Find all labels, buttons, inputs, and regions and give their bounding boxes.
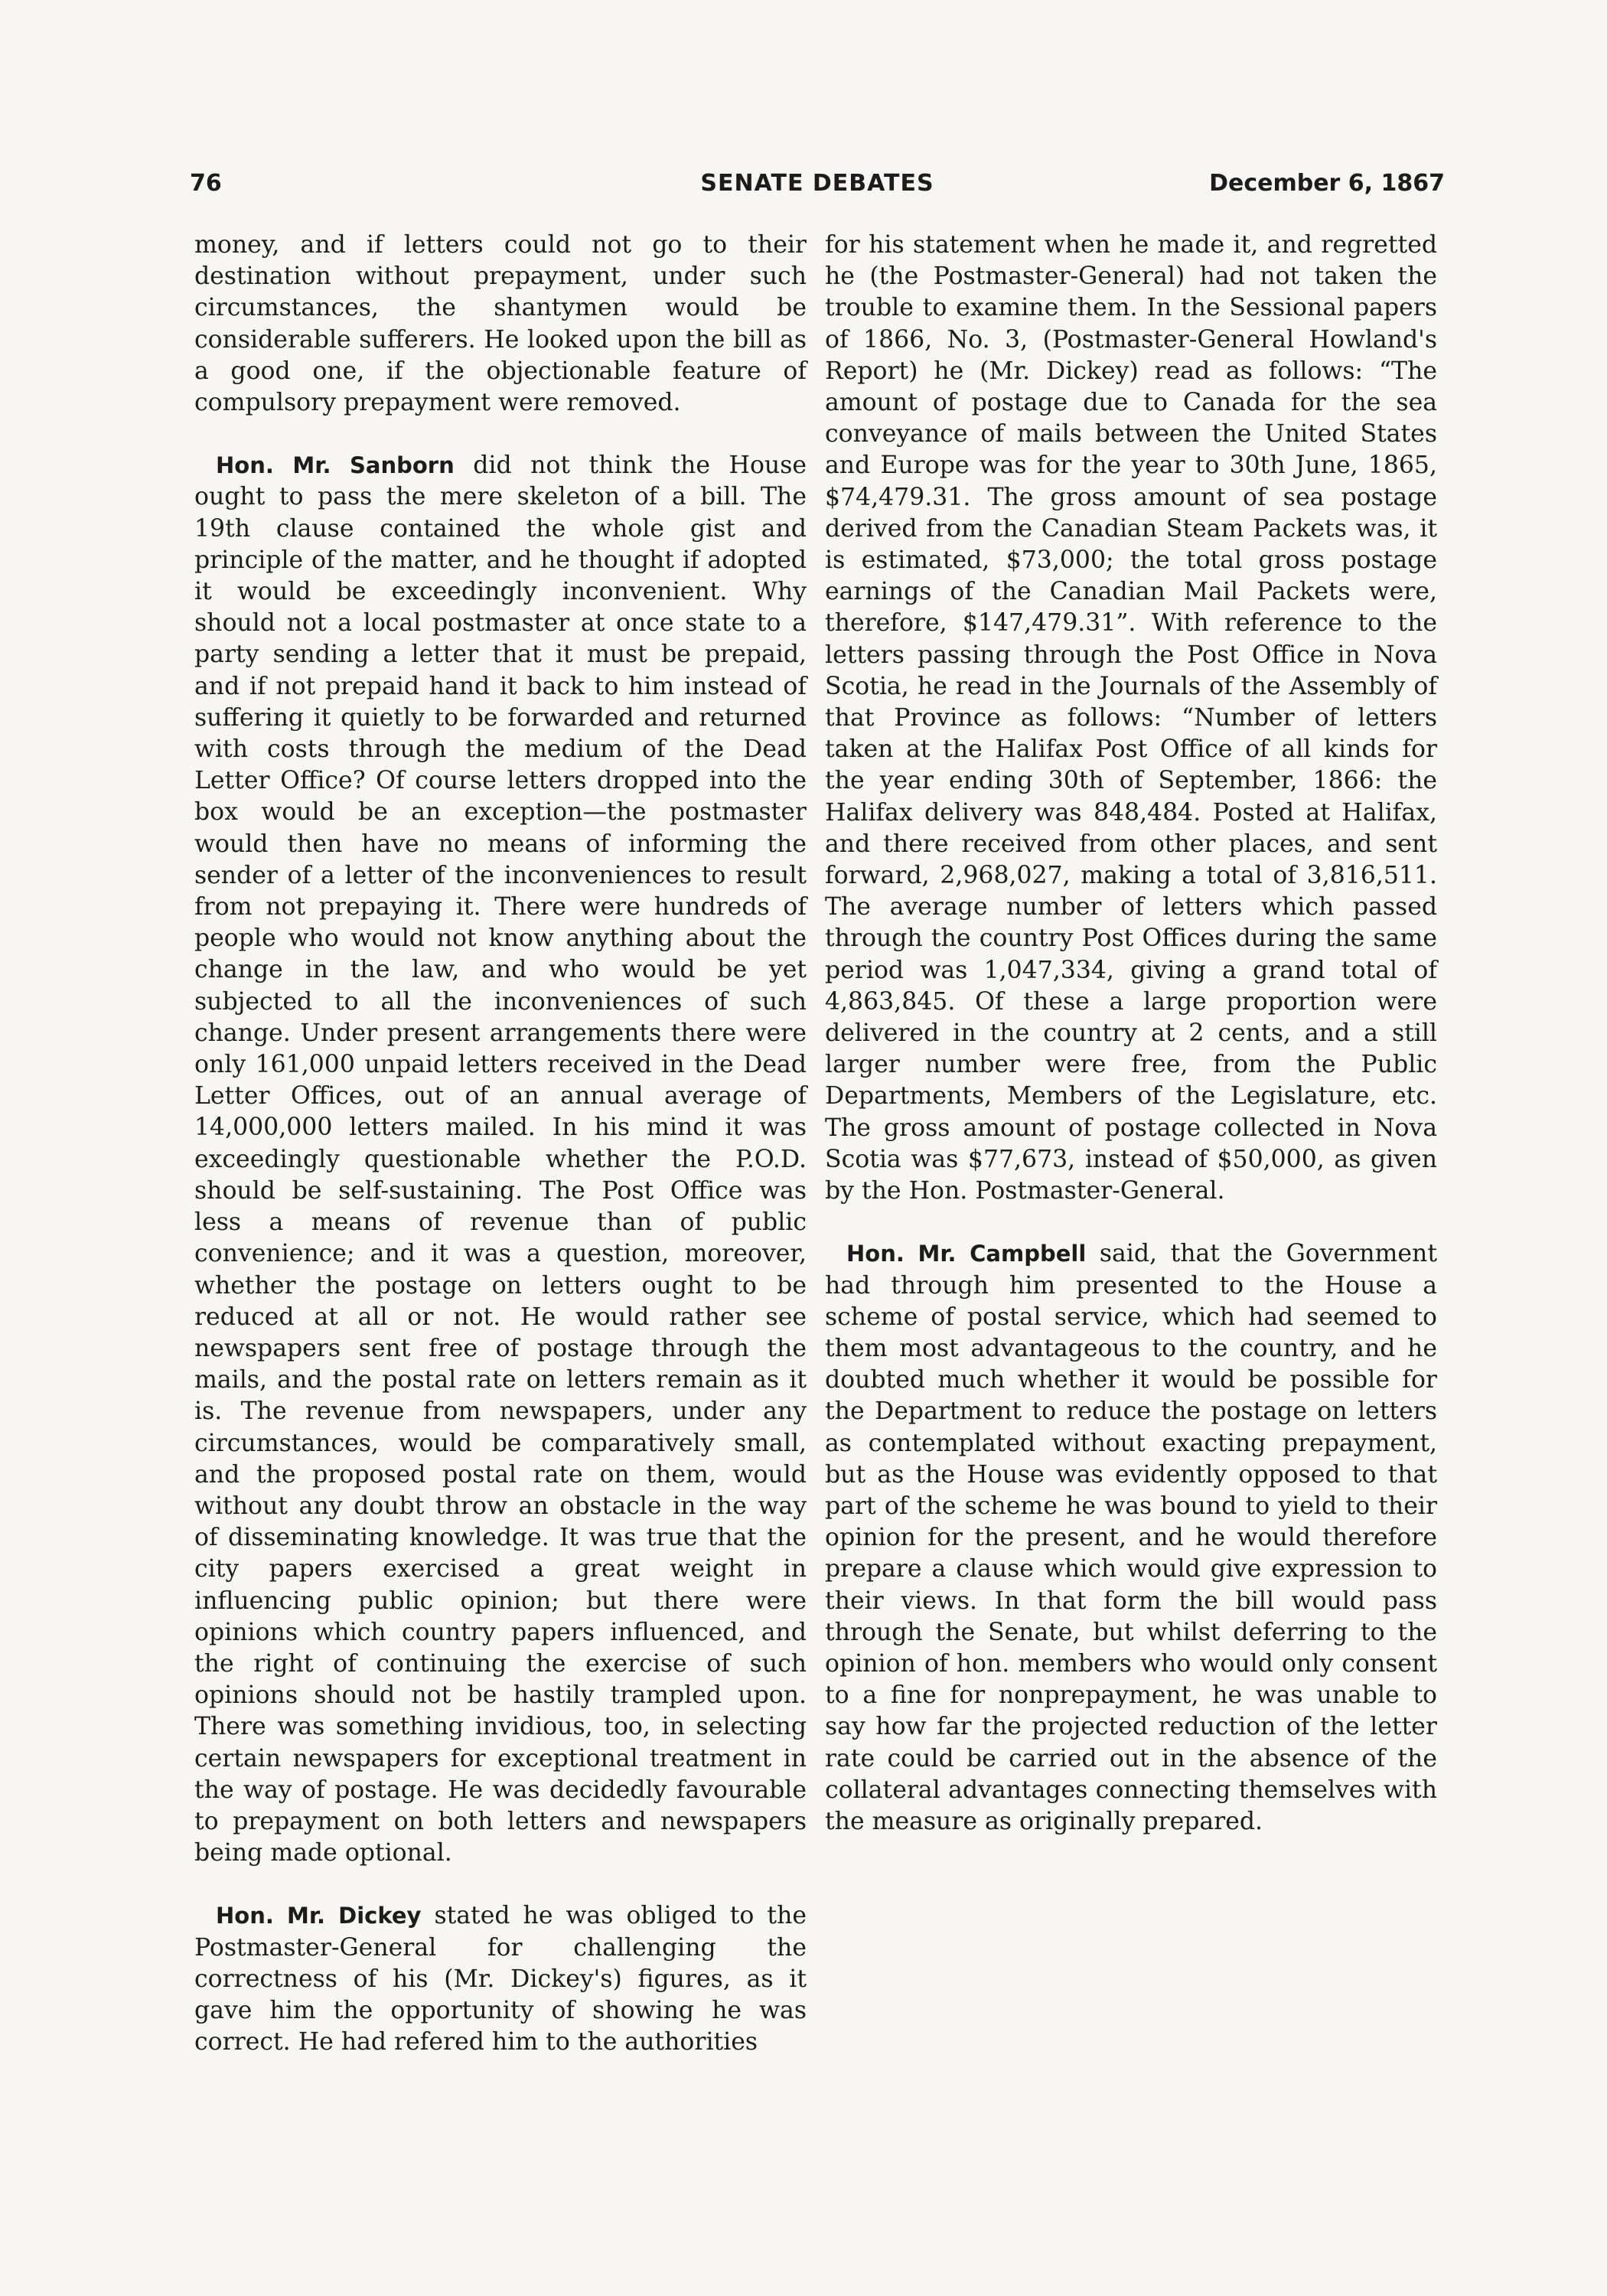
- speech-text: said, that the Government had through him presented to the House a scheme of postal service, which had seemed to them most advantageous to the country, and he doubted much whether it would be possible for the Department to reduce the postage on letters as contemplated without exacting prepayment, but as the House was evidently opposed to that part of the scheme he was bound to yield to their opinion for the present, and he would therefore prepare a clause which would give expression to their views. In that form the bill would pass through the Senate, but whilst deferring to the opinion of hon. members who would only consent to a fine for nonprepayment, he was unable to say how far the projected reduction of the letter rate could be carried out in the absence of the collateral advantages connecting themselves with the measure as originally prepared.: [825, 1240, 1437, 1835]
- right-column: [825, 230, 1437, 1869]
- speaker-name: Hon. Mr. Sanborn: [216, 452, 455, 479]
- speech-sanborn: [194, 450, 807, 1869]
- page-number: 76: [190, 170, 222, 197]
- page-header: [190, 170, 1445, 204]
- running-title: SENATE DEBATES: [700, 170, 934, 197]
- speech-text: did not think the House ought to pass the mere skeleton of a bill. The 19th clause contained the whole gist and principle of the matter, and he thought if adopted it would be exceedingly inconvenient. Why should not a local postmaster at once state to a party sending a letter that it must be prepaid, and if not prepaid hand it back to him instead of suffering it quietly to be forwarded and returned with costs through the medium of the Dead Letter Office? Of course letters dropped into the box would be an exception—the postmaster would then have no means of informing the sender of a letter of the inconveniences to result from not prepaying it. There were hundreds of people who would not know anything about the change in the law, and who would be yet subjected to all the inconveniences of such change. Under present arrangements there were only 161,000 unpaid letters received in the Dead Letter Offices, out of an annual average of 14,000,000 letters mailed. In his mind it was exceedingly questionable whether the P.O.D. should be self-sustaining. The Post Office was less a means of revenue than of public convenience; and it was a question, moreover, whether the postage on letters ought to be reduced at all or not. He would rather see newspapers sent free of postage through the mails, and the postal rate on letters remain as it is. The revenue from newspapers, under any circumstances, would be comparatively small, and the proposed postal rate on them, would without any doubt throw an obstacle in the way of disseminating knowledge. It was true that the city papers exercised a great weight in influencing public opinion; but there were opinions which country papers influenced, and the right of continuing the exercise of such opinions should not be hastily trampled upon. There was something invidious, too, in selecting certain newspapers for exceptional treatment in the way of postage. He was decidedly favourable to prepayment on both letters and newspapers being made optional.: [194, 452, 807, 1867]
- speech-campbell: [825, 1238, 1437, 1838]
- speech-text: stated he was obliged to the Postmaster-General for challenging the correctness of his (Mr. Dickey's) figures, as it gave him the opportunity of showing he was correct. He had refered him to the authorities: [194, 1902, 807, 2056]
- speaker-name: Hon. Mr. Dickey: [216, 1903, 422, 1929]
- speech-dickey: [194, 1900, 807, 2058]
- header-date: December 6, 1867: [1209, 170, 1445, 197]
- paragraph: for his statement when he made it, and regretted he (the Postmaster-General) had not taken the trouble to examine them. In the Sessional papers of 1866, No. 3, (Postmaster-General Howland's Report) he (Mr. Dickey) read as follows: “The amount of postage due to Canada for the sea conveyance of mails between the United States and Europe was for the year to 30th June, 1865, $74,479.31. The gross amount of sea postage derived from the Canadian Steam Packets was, it is estimated, $73,000; the total gross postage earnings of the Canadian Mail Packets were, therefore, $147,479.31”. With reference to the letters passing through the Post Office in Nova Scotia, he read in the Journals of the Assembly of that Province as follows: “Number of letters taken at the Halifax Post Office of all kinds for the year ending 30th of September, 1866: the Halifax delivery was 848,484. Posted at Halifax, and there received from other places, and sent forward, 2,968,027, making a total of 3,816,511. The average number of letters which passed through the country Post Offices during the same period was 1,047,334, giving a grand total of 4,863,845. Of these a large proportion were delivered in the country at 2 cents, and a still larger number were free, from the Public Departments, Members of the Legislature, etc. The gross amount of postage collected in Nova Scotia was $77,673, instead of $50,000, as given by the Hon. Postmaster-General.: [825, 231, 1437, 1205]
- left-column: [194, 230, 807, 2089]
- speaker-name: Hon. Mr. Campbell: [846, 1241, 1087, 1267]
- paragraph: money, and if letters could not go to their destination without prepayment, under such circumstances, the shantymen would be considerable sufferers. He looked upon the bill as a good one, if the objectionable feature of compulsory prepayment were removed.: [194, 231, 807, 417]
